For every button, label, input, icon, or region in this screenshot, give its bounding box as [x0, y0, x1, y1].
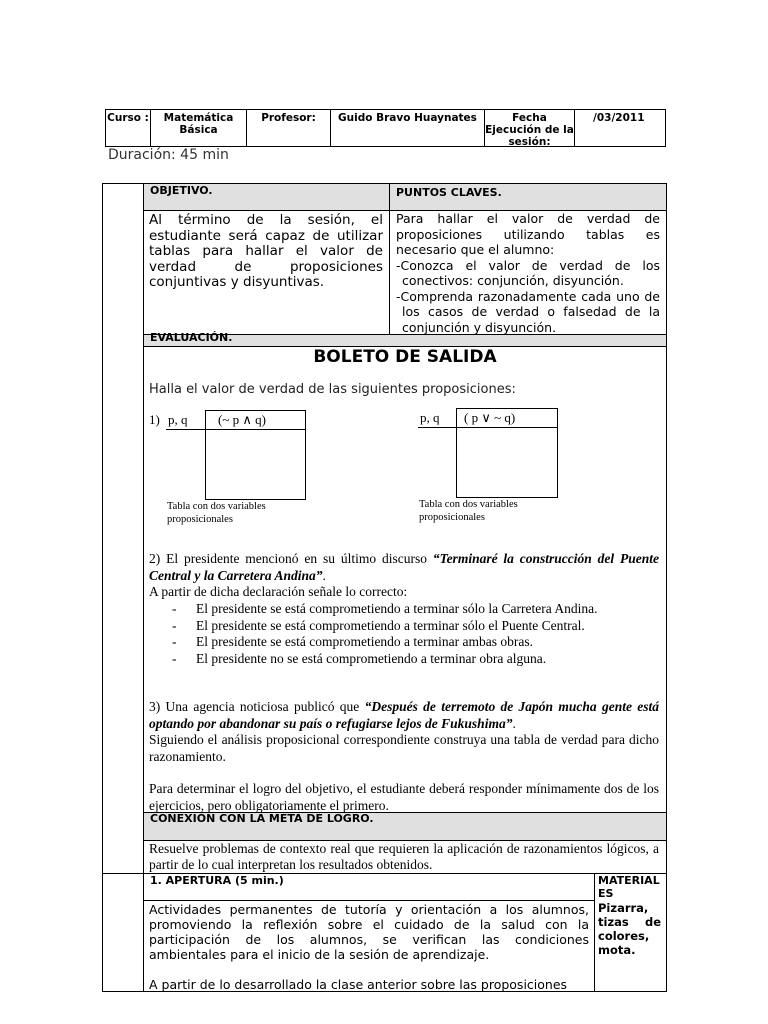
question-1-number: 1) — [149, 412, 160, 427]
q2-intro: 2) El presidente mencionó en su último discurso — [149, 551, 433, 566]
fecha-label-cell: Fecha Ejecución de la sesión: — [484, 109, 575, 147]
puntos-claves-content — [396, 211, 660, 335]
boleto-title: BOLETO DE SALIDA — [313, 347, 497, 367]
puntos-item: -Conozca el valor de verdad de los conectivos: conjunción, disyunción. — [396, 257, 660, 288]
q2-quote: “Terminaré la construcción del Puente Central y la Carretera Andina” — [149, 551, 659, 583]
apertura-label: 1. APERTURA (5 min.) — [150, 874, 284, 887]
puntos-intro: Para hallar el valor de verdad de proposiciones utilizando tablas es necesario que el alumno: — [396, 211, 660, 257]
puntos-item: -Comprenda razonadamente cada uno de los casos de verdad o falsedad de la conjunción y disyunción. — [396, 288, 660, 335]
logro-text: Para determinar el logro del objetivo, el estudiante deberá responder mínimamente dos de los ejercicios, pero obligatoriamente el primero. — [149, 781, 659, 813]
evaluacion-label: EVALUACIÓN. — [150, 331, 233, 344]
table2-caption: Tabla con dos variables proposicionales — [419, 499, 518, 523]
truth-table-2 — [418, 408, 558, 498]
question-3-follow: Siguiendo el análisis proposicional correspondiente construya una tabla de verdad para dicho razonamiento. — [149, 732, 659, 764]
apertura-text-2: A partir de lo desarrollado la clase anterior sobre las proposiciones — [149, 977, 568, 992]
fecha-value-cell: /03/2011 — [574, 109, 666, 147]
table2-col-vars: p, q — [420, 410, 440, 425]
q2-option: - El presidente se está comprometiendo a terminar sólo la Carretera Andina. — [172, 601, 598, 616]
apertura-text: Actividades permanentes de tutoría y orientación a los alumnos, promoviendo la reflexión sobre el cuidado de la salud con la participación de los alumnos, se verifican las condiciones ambientales para el inicio de la sesión de aprendizaje. — [149, 902, 589, 962]
question-2 — [149, 551, 659, 584]
evaluacion-instruction: Halla el valor de verdad de las siguientes proposiciones: — [149, 382, 516, 397]
q2-option: - El presidente no se está comprometiendo a terminar obra alguna. — [172, 650, 547, 666]
materiales-label: MATERIALES — [598, 874, 660, 900]
objetivo-text: Al término de la sesión, el estudiante será capaz de utilizar tablas para hallar el valor de verdad de proposiciones conjuntivas y disyuntivas. — [149, 212, 383, 290]
truth-table-1 — [166, 410, 306, 500]
question-2-lead: A partir de dicha declaración señale lo correcto: — [149, 584, 408, 599]
puntos-claves-label: PUNTOS CLAVES. — [396, 186, 502, 199]
table1-col-vars: p, q — [168, 412, 188, 427]
conexion-text: Resuelve problemas de contexto real que requieren la aplicación de razonamientos lógicos, a partir de lo cual interpretan los resultados obtenidos. — [149, 841, 659, 872]
q3-quote: “Después de terremoto de Japón mucha gente está optando por abandonar su país o refugiarse lejos de Fukushima” — [149, 699, 660, 731]
table2-col-expression: ( p ∨ ~ q) — [464, 410, 516, 425]
question-2-options — [172, 601, 652, 667]
table1-col-expression: (~ p ∧ q) — [218, 412, 266, 427]
q3-end: . — [512, 715, 516, 731]
materiales-text: Pizarra, tizas de colores, mota. — [598, 901, 661, 957]
q2-end: . — [322, 567, 326, 583]
duracion-text: Duración: 45 min — [108, 147, 229, 163]
q2-option: - El presidente se está comprometiendo a terminar ambas obras. — [172, 634, 534, 649]
question-3 — [149, 699, 659, 732]
q2-option: - El presidente se está comprometiendo a terminar sólo el Puente Central. — [172, 617, 585, 633]
table1-caption: Tabla con dos variables proposicionales — [167, 501, 266, 525]
q3-intro: 3) Una agencia noticiosa publicó que — [149, 699, 365, 714]
profesor-label-cell: Profesor: — [246, 109, 331, 147]
objetivo-label: OBJETIVO. — [150, 184, 213, 197]
profesor-value-cell: Guido Bravo Huaynates — [330, 109, 485, 147]
conexion-label: CONEXIÓN CON LA META DE LOGRO. — [150, 812, 374, 825]
curso-value-cell: Matemática Básica — [150, 109, 247, 147]
curso-label-cell: Curso : — [105, 109, 151, 147]
